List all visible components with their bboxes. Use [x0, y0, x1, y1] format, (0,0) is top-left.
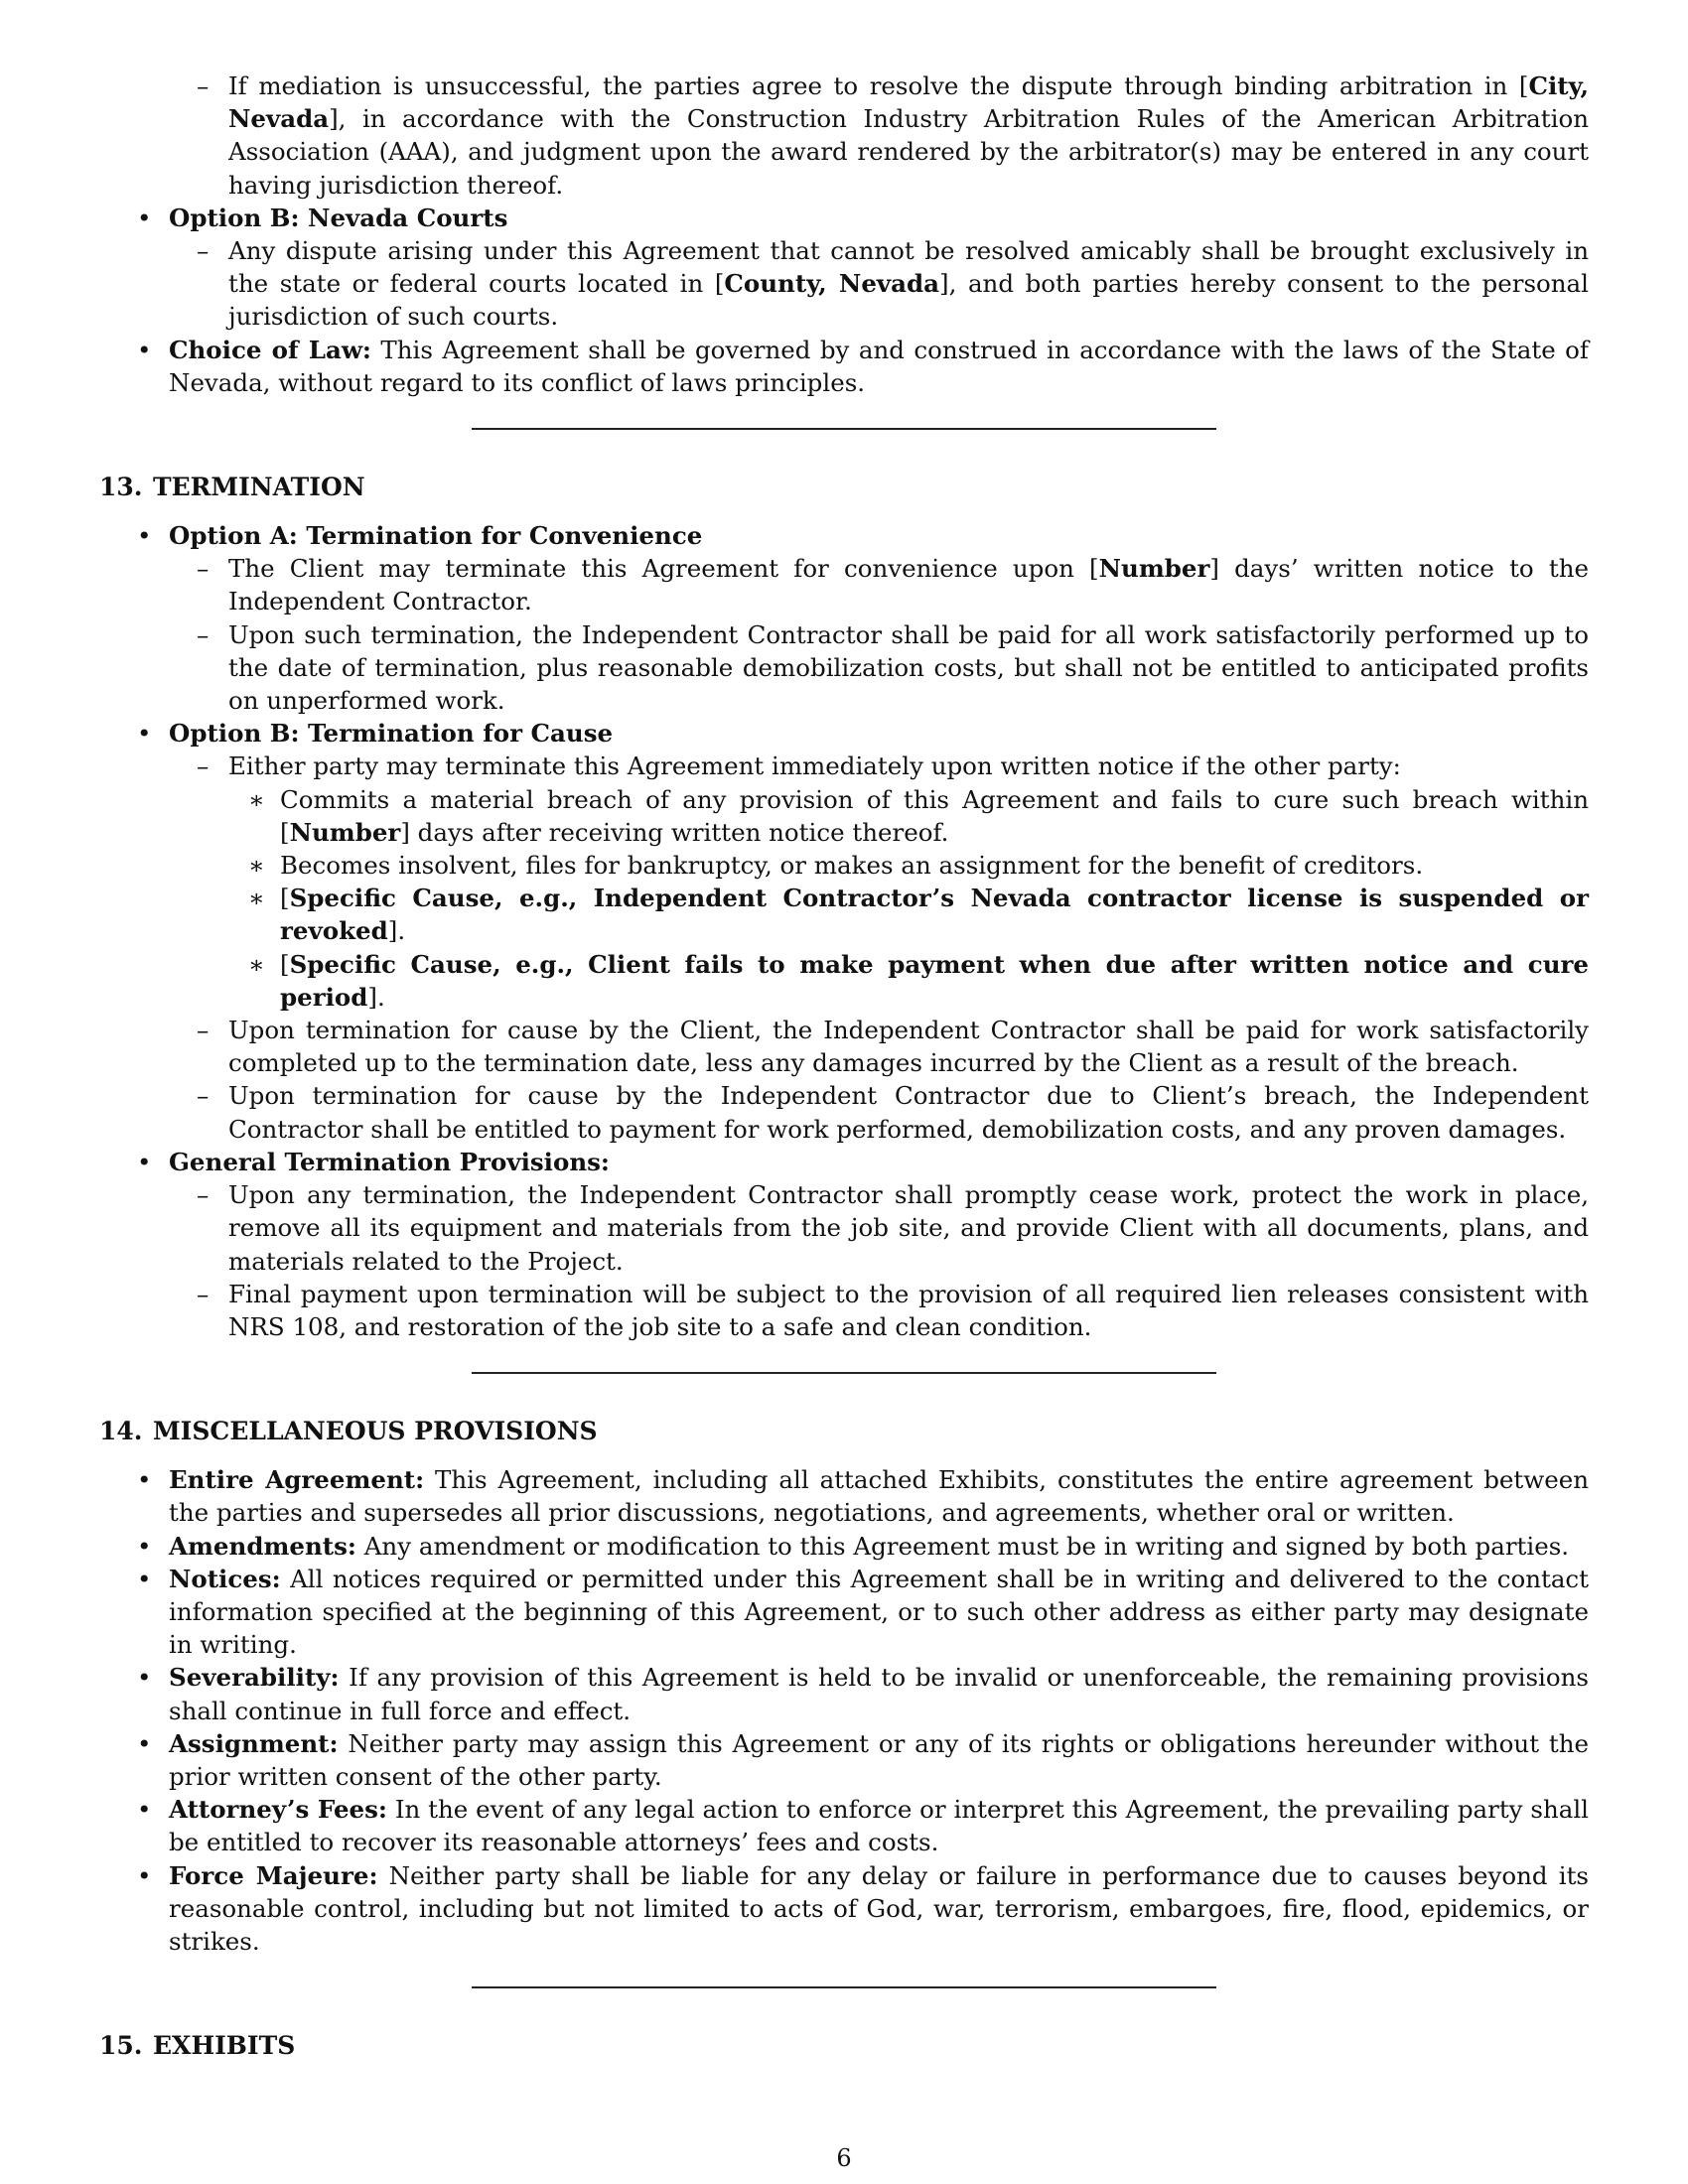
list-item: – Upon termination for cause by the Client, the Independent Contractor shall be paid for work satisfactorily completed up to the termination date, less any damages incurred by the Client as a result of the breach.	[99, 1014, 1589, 1079]
list-item: – Upon such termination, the Independent Contractor shall be paid for all work satisfactorily performed up to the date of termination, plus reasonable demobilization costs, but shall not be entitled to anticipated profits on unperformed work.	[99, 618, 1589, 718]
option-a-convenience: • Option A: Termination for Convenience	[99, 519, 1589, 552]
list-item: • Amendments: Any amendment or modification to this Agreement must be in writing and signed by both parties.	[99, 1530, 1589, 1563]
list-item: – Upon any termination, the Independent Contractor shall promptly cease work, protect the work in place, remove all its equipment and materials from the job site, and provide Client with all documents, plans, and materials related to the Project.	[99, 1178, 1589, 1278]
list-item: • Entire Agreement: This Agreement, including all attached Exhibits, constitutes the entire agreement between the parties and supersedes all prior discussions, negotiations, and agreements, whether oral or written.	[99, 1463, 1589, 1529]
list-item: ∗ [Specific Cause, e.g., Independent Contractor’s Nevada contractor license is suspended or revoked].	[99, 882, 1589, 947]
section-14-heading: 14. MISCELLANEOUS PROVISIONS	[99, 1417, 598, 1446]
list-item: • Notices: All notices required or permitted under this Agreement shall be in writing and delivered to the contact information specified at the beginning of this Agreement, or to such other address as either party may designate in writing.	[99, 1563, 1589, 1662]
list-item: • Assignment: Neither party may assign this Agreement or any of its rights or obligations hereunder without the prior written consent of the other party.	[99, 1727, 1589, 1793]
list-item: • Severability: If any provision of this Agreement is held to be invalid or unenforceable, the remaining provisions shall continue in full force and effect.	[99, 1661, 1589, 1726]
list-item: • Force Majeure: Neither party shall be liable for any delay or failure in performance due to causes beyond its reasonable control, including but not limited to acts of God, war, terrorism, embargoes, fire, flood, epidemics, or strikes.	[99, 1859, 1589, 1959]
section-divider	[99, 399, 1589, 459]
list-item: ∗ Commits a material breach of any provision of this Agreement and fails to cure such breach within [Number] days after receiving written notice thereof.	[99, 783, 1589, 849]
document-page	[99, 69, 1589, 2078]
section-15-heading: 15. EXHIBITS	[99, 2031, 296, 2061]
section-13-heading: 13. TERMINATION	[99, 473, 365, 502]
page-number: 6	[836, 2144, 852, 2172]
list-item: • Attorney’s Fees: In the event of any legal action to enforce or interpret this Agreement, the prevailing party shall be entitled to recover its reasonable attorneys’ fees and costs.	[99, 1793, 1589, 1858]
option-b-courts: • Option B: Nevada Courts	[99, 202, 1589, 234]
general-termination: • General Termination Provisions:	[99, 1146, 1589, 1178]
choice-of-law: • Choice of Law: This Agreement shall be governed by and construed in accordance with the laws of the State of Nevada, without regard to its conflict of laws principles.	[99, 334, 1589, 399]
section-divider	[99, 1958, 1589, 2017]
list-item: – Final payment upon termination will be subject to the provision of all required lien releases consistent with NRS 108, and restoration of the job site to a safe and clean condition.	[99, 1278, 1589, 1343]
list-item: ∗ Becomes insolvent, files for bankruptcy, or makes an assignment for the benefit of creditors.	[99, 849, 1589, 882]
option-b-cause: • Option B: Termination for Cause	[99, 717, 1589, 750]
list-item: – Upon termination for cause by the Independent Contractor due to Client’s breach, the Independent Contractor shall be entitled to payment for work performed, demobilization costs, and any proven damages.	[99, 1079, 1589, 1145]
courts-clause: – Any dispute arising under this Agreement that cannot be resolved amicably shall be brought exclusively in the state or federal courts located in [County, Nevada], and both parties hereby consent to the personal jurisdiction of such courts.	[99, 234, 1589, 334]
list-item: – Either party may terminate this Agreement immediately upon written notice if the other party:	[99, 750, 1589, 782]
list-item: ∗ [Specific Cause, e.g., Client fails to make payment when due after written notice and cure period].	[99, 948, 1589, 1014]
arbitration-clause: – If mediation is unsuccessful, the parties agree to resolve the dispute through binding arbitration in [City, Nevada], in accordance with the Construction Industry Arbitration Rules of the American Arbitration Association (AAA), and judgment upon the award rendered by the arbitrator(s) may be entered in any court having jurisdiction thereof.	[99, 69, 1589, 202]
section-divider	[99, 1343, 1589, 1403]
list-item: – The Client may terminate this Agreement for convenience upon [Number] days’ written notice to the Independent Contractor.	[99, 552, 1589, 617]
